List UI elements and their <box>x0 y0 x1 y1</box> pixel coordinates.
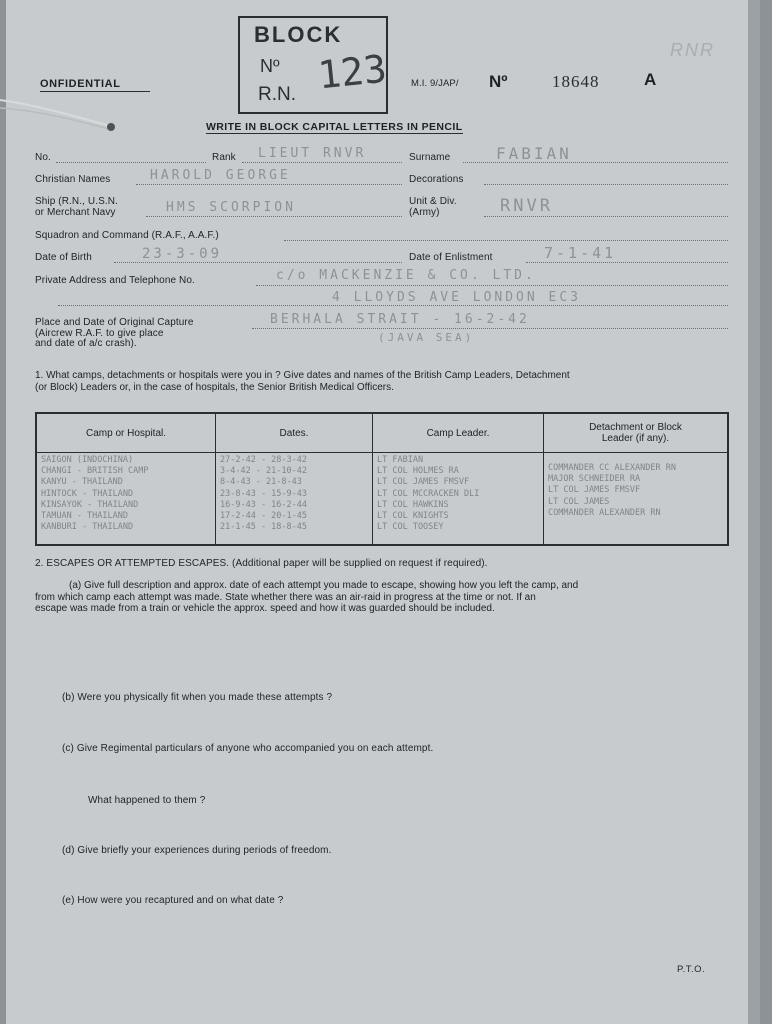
list-item: LT COL MCCRACKEN DLI <box>377 488 480 499</box>
list-item: 27-2-42 - 28-3-42 <box>220 455 307 465</box>
list-item: HINTOCK - THAILAND <box>41 488 134 499</box>
christian-names-value: HAROLD GEORGE <box>150 168 291 183</box>
list-item: LT COL JAMES FMSVF <box>548 485 641 496</box>
question-2e: (e) How were you recaptured and on what date ? <box>62 895 284 906</box>
dates-column-header: Dates. <box>216 413 373 453</box>
enlistment-value: 7-1-41 <box>544 244 617 262</box>
unit-label: Unit & Div. (Army) <box>409 196 457 218</box>
list-item: LT FABIAN <box>377 455 424 465</box>
list-item: 3-4-42 - 21-10-42 <box>220 466 307 477</box>
capture-value-2: (JAVA SEA) <box>378 331 475 344</box>
leaders-list <box>373 453 544 546</box>
list-item: TAMUAN - THAILAND <box>41 511 128 522</box>
list-item: COMMANDER ALEXANDER RN <box>548 507 661 518</box>
capture-value-1: BERHALA STRAIT - 16-2-42 <box>270 312 530 327</box>
ship-value: HMS SCORPION <box>166 200 296 215</box>
block-stamp: BLOCK Nº R.N. 123 <box>238 16 388 114</box>
list-item: 16-9-43 - 16-2-44 <box>220 499 307 510</box>
string-tie-icon <box>0 60 130 140</box>
surname-value: FABIAN <box>496 144 572 163</box>
leader-column-header: Camp Leader. <box>373 413 544 453</box>
list-item: 23-8-43 - 15-9-43 <box>220 488 307 499</box>
camp-list <box>36 453 216 546</box>
list-item: LT COL HOLMES RA <box>377 466 459 477</box>
stamp-handwritten-number: 123 <box>315 46 389 98</box>
form-page <box>6 0 760 1024</box>
form-suffix: A <box>644 70 657 89</box>
question-1: 1. What camps, detachments or hospitals were you in ? Give dates and names of the British Camp Leaders, Detachment (or Block) Leaders or, in the case of hospitals, the Senior British Medical Officers. <box>35 370 570 393</box>
list-item: COMMANDER CC ALEXANDER RN <box>548 463 676 473</box>
number-label: Nº <box>489 72 508 91</box>
list-item: LT COL HAWKINS <box>377 499 449 510</box>
camps-table <box>35 412 729 546</box>
list-item: SAIGON (INDOCHINA) <box>41 455 134 465</box>
classification-label: ONFIDENTIAL <box>40 78 121 90</box>
list-item: MAJOR SCHNEIDER RA <box>548 474 641 485</box>
list-item: LT COL JAMES <box>548 496 610 507</box>
christian-names-label: Christian Names <box>35 174 111 185</box>
list-item: KANBURI - THAILAND <box>41 522 134 533</box>
form-number: 18648 <box>552 72 600 91</box>
enlistment-label: Date of Enlistment <box>409 252 493 263</box>
question-2b: (b) Were you physically fit when you made these attempts ? <box>62 692 333 703</box>
question-2d: (d) Give briefly your experiences during periods of freedom. <box>62 845 332 856</box>
list-item: CHANGI - BRITISH CAMP <box>41 466 149 477</box>
instruction-heading: WRITE IN BLOCK CAPITAL LETTERS IN PENCIL <box>206 121 463 133</box>
list-item: LT COL TOOSEY <box>377 522 444 533</box>
list-item: LT COL KNIGHTS <box>377 511 449 522</box>
ship-label: Ship (R.N., U.S.N. or Merchant Navy <box>35 196 118 218</box>
pto-label: P.T.O. <box>677 964 706 975</box>
question-2-title: 2. ESCAPES OR ATTEMPTED ESCAPES. (Additional paper will be supplied on request if required). <box>35 558 488 569</box>
list-item: 8-4-43 - 21-8-43 <box>220 477 302 488</box>
rank-value: LIEUT RNVR <box>258 146 367 161</box>
camp-column-header: Camp or Hospital. <box>36 413 216 453</box>
list-item: LT COL JAMES FMSVF <box>377 477 470 488</box>
dob-value: 23-3-09 <box>142 246 223 262</box>
address-line1: c/o MACKENZIE & CO. LTD. <box>276 268 536 283</box>
detachment-column-header: Detachment or Block Leader (if any). <box>544 413 729 453</box>
list-item: KINSAYOK - THAILAND <box>41 499 139 510</box>
dates-list <box>216 453 373 546</box>
squadron-label: Squadron and Command (R.A.F., A.A.F.) <box>35 230 219 241</box>
corner-mark: RNR <box>670 40 715 60</box>
page-edge <box>748 0 760 1024</box>
question-2c: (c) Give Regimental particulars of anyone who accompanied you on each attempt. <box>62 743 434 754</box>
address-label: Private Address and Telephone No. <box>35 275 195 286</box>
address-line2: 4 LLOYDS AVE LONDON EC3 <box>332 290 582 305</box>
list-item: 17-2-44 - 20-1-45 <box>220 511 307 522</box>
question-2a: (a) Give full description and approx. date of each attempt you made to escape, showing how you left the camp, and from which camp each attempt was made. State whether there was an air-raid in progress at the time or not. If an escape was made from a train or vehicle the approx. speed and how it was guarded should be included. <box>35 580 579 614</box>
decorations-label: Decorations <box>409 174 464 185</box>
question-2c-sub: What happened to them ? <box>88 795 206 806</box>
unit-value: RNVR <box>500 196 553 216</box>
surname-label: Surname <box>409 152 451 163</box>
capture-label: Place and Date of Original Capture (Aircrew R.A.F. to give place and date of a/c crash). <box>35 317 194 349</box>
list-item: 21-1-45 - 18-8-45 <box>220 522 307 533</box>
detachment-list <box>544 453 729 546</box>
reference-label: M.I. 9/JAP/ <box>411 78 459 89</box>
rank-label: Rank <box>212 152 236 163</box>
list-item: KANYU - THAILAND <box>41 477 123 488</box>
dob-label: Date of Birth <box>35 252 92 263</box>
no-label: No. <box>35 152 51 163</box>
